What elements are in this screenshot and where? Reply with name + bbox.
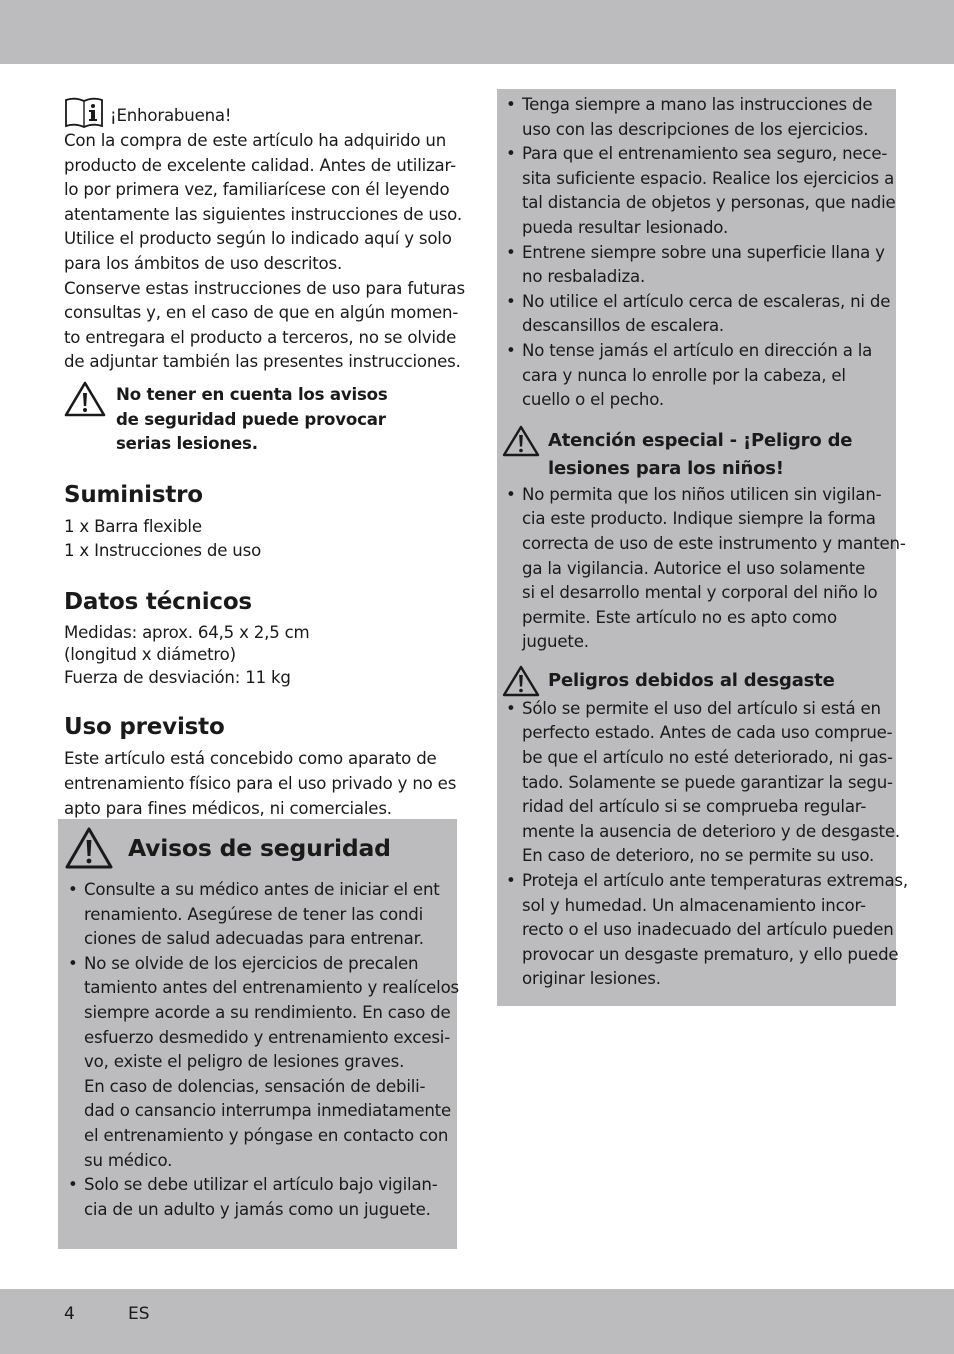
safety-box-content <box>64 826 459 1222</box>
intro-greeting-row <box>64 96 456 129</box>
list-item: • Solo se debe utilizar el artículo bajo vigilan- cia de un adulto y jamás como un juguete. <box>64 1173 454 1222</box>
list-item: • No permita que los niños utilicen sin vigilan- cia este producto. Indique siempre la forma correcta de uso de este instrumento y manten- ga la vigilancia. Autorice el uso solamente si el desarrollo mental y corporal del niño lo permite. Este artículo no es apto como juguete. <box>502 483 894 655</box>
warning-triangle-icon <box>502 665 540 697</box>
warning-triangle-icon <box>502 425 540 457</box>
list-item: • Proteja el artículo ante temperaturas extremas, sol y humedad. Un almacenamiento incor- recto o el uso inadecuado del artículo pueden provocar un desgaste prematuro, y ello puede originar lesiones. <box>502 869 894 992</box>
suministro-text: 1 x Barra flexible 1 x Instrucciones de uso <box>64 516 262 561</box>
uso-heading: Uso previsto <box>64 714 225 741</box>
list-item: • No tense jamás el artículo en dirección a la cara y nunca lo enrolle por la cabeza, el cuello o el pecho. <box>502 339 894 413</box>
intro-warning-text: No tener en cuenta los avisos de seguridad puede provocar serias lesiones. <box>116 384 388 454</box>
list-item: • Para que el entrenamiento sea seguro, nece- sita suficiente espacio. Realice los ejercicios a tal distancia de objetos y personas, que nadie pueda resultar lesionado. <box>502 142 894 240</box>
suministro-heading: Suministro <box>64 481 203 508</box>
general-safety-list <box>502 93 894 413</box>
right-column <box>502 93 908 992</box>
intro-text: Con la compra de este artículo ha adquirido un producto de excelente calidad. Antes de utilizar- lo por primera vez, familiarícese con él leyendo atentamente las siguientes instrucciones de uso. Utilice el producto según lo indicado aquí y solo para los ámbitos de uso descritos. Conserve estas instrucciones de uso para futuras consultas y, en el caso de que en algún momen- to entregara el producto a terceros, no se olvide de adjuntar también las presentes instrucciones. <box>64 131 465 372</box>
list-item: • Sólo se permite el uso del artículo si está en perfecto estado. Antes de cada uso comprue- be que el artículo no esté deteriorado, ni gas- tado. Solamente se puede garantizar la segu- ridad del artículo si se comprueba regular- mente la ausencia de deterioro y de desgaste. En caso de deterioro, no se permite su uso. <box>502 697 894 869</box>
list-item: • No utilice el artículo cerca de escaleras, ni de descansillos de escalera. <box>502 290 894 339</box>
avisos-title-row <box>64 826 454 870</box>
list-item: • Entrene siempre sobre una superficie llana y no resbaladiza. <box>502 241 894 290</box>
datos-heading: Datos técnicos <box>64 588 252 615</box>
wear-warning-heading: Peligros debidos al desgaste <box>502 667 894 697</box>
datos-text: Medidas: aprox. 64,5 x 2,5 cm (longitud x diámetro) Fuerza de desviación: 11 kg <box>64 622 310 687</box>
children-warning-list <box>502 483 906 655</box>
intro-greeting: ¡Enhorabuena! <box>110 106 232 126</box>
list-item: • Consulte a su médico antes de iniciar el ent renamiento. Asegúrese de tener las condi ciones de salud adecuadas para entrenar. <box>64 878 454 952</box>
warning-triangle-icon <box>64 826 114 870</box>
intro-warning <box>64 383 456 457</box>
wear-warning-list <box>502 697 908 992</box>
language-code: ES <box>128 1304 150 1324</box>
list-item: • Tenga siempre a mano las instrucciones de uso con las descripciones de los ejercicios. <box>502 93 894 142</box>
avisos-heading: Avisos de seguridad <box>128 834 391 862</box>
avisos-list <box>64 878 459 1222</box>
page-number: 4 <box>64 1304 75 1324</box>
info-book-icon <box>64 97 104 129</box>
left-column <box>64 96 465 821</box>
children-warning-heading: Atención especial - ¡Peligro de lesiones para los niños! <box>502 427 894 483</box>
warning-triangle-icon <box>64 381 106 417</box>
uso-text: Este artículo está concebido como aparato de entrenamiento físico para el uso privado y no es apto para fines médicos, ni comerciales. <box>64 749 457 818</box>
header-bar <box>0 0 954 64</box>
list-item: • No se olvide de los ejercicios de precalen tamiento antes del entrenamiento y realícelos siempre acorde a su rendimiento. En caso de esfuerzo desmedido y entrenamiento excesi- vo, existe el peligro de lesiones graves. En caso de dolencias, sensación de debili- dad o cansancio interrumpa inmediatamente el entrenamiento y póngase en contacto con su médico. <box>64 952 454 1173</box>
